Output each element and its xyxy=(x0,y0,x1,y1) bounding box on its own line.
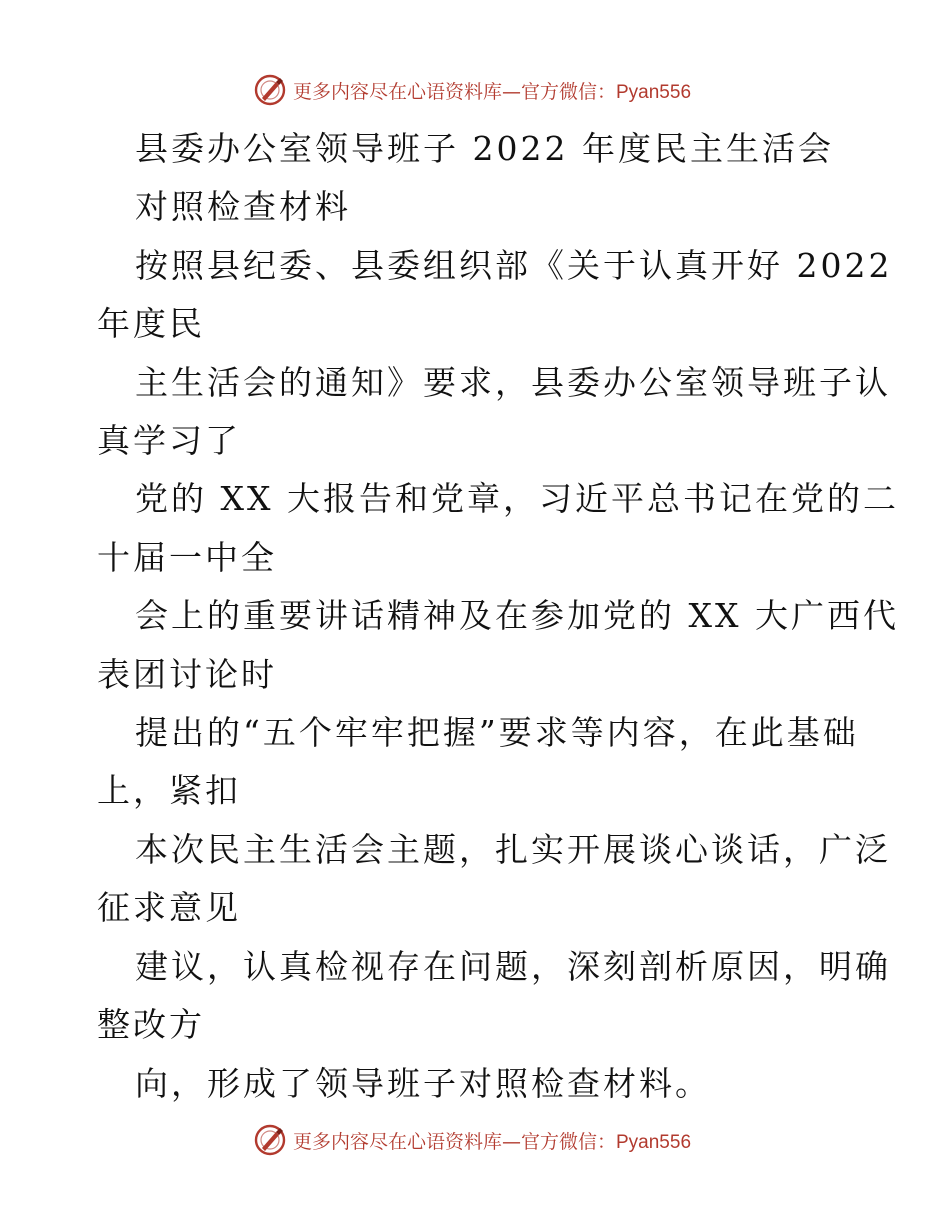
doc-paragraph-line: 按照县纪委、县委组织部《关于认真开好 2022 xyxy=(135,245,893,285)
watermark-dash: — xyxy=(501,80,521,103)
watermark-id: Pyan556 xyxy=(616,1131,692,1153)
doc-paragraph-line: 十届一中全 xyxy=(97,537,277,577)
watermark-group xyxy=(253,1123,691,1157)
doc-paragraph-line: 主生活会的通知》要求，县委办公室领导班子认 xyxy=(135,362,891,402)
doc-title-line-2: 对照检查材料 xyxy=(135,187,351,227)
watermark-text xyxy=(293,77,691,104)
watermark-id: Pyan556 xyxy=(616,81,692,103)
doc-paragraph-line: 本次民主生活会主题，扎实开展谈心谈话，广泛 xyxy=(135,829,891,869)
doc-paragraph-line: 建议，认真检视存在问题，深刻剖析原因，明确 xyxy=(135,946,891,986)
watermark-site: 更多内容尽在心语资料库 xyxy=(292,80,502,103)
footer-watermark xyxy=(0,1120,950,1160)
watermark-group xyxy=(253,73,691,107)
document-body xyxy=(97,120,899,1113)
doc-paragraph-line: 会上的重要讲话精神及在参加党的 XX 大广西代 xyxy=(135,596,899,636)
watermark-text xyxy=(293,1127,691,1154)
pen-seal-logo-icon xyxy=(253,73,287,107)
watermark-dash: — xyxy=(501,1130,521,1153)
watermark-site: 更多内容尽在心语资料库 xyxy=(292,1130,502,1153)
doc-paragraph-line: 征求意见 xyxy=(97,888,241,928)
doc-paragraph-line: 提出的“五个牢牢把握”要求等内容，在此基础 xyxy=(135,713,859,753)
doc-paragraph-line: 上，紧扣 xyxy=(97,771,241,811)
header-watermark xyxy=(0,70,950,110)
doc-paragraph-line: 真学习了 xyxy=(97,421,241,461)
watermark-label: 官方微信： xyxy=(520,80,616,103)
doc-paragraph-line: 表团讨论时 xyxy=(97,654,277,694)
doc-title-line-1: 县委办公室领导班子 2022 年度民主生活会 xyxy=(135,129,834,168)
watermark-label: 官方微信： xyxy=(520,1130,616,1153)
pen-seal-logo-icon xyxy=(253,1123,287,1157)
doc-paragraph-line: 整改方 xyxy=(97,1005,205,1045)
doc-paragraph-line: 年度民 xyxy=(97,304,205,344)
doc-paragraph-line: 党的 XX 大报告和党章，习近平总书记在党的二 xyxy=(135,479,899,519)
doc-paragraph-line: 向，形成了领导班子对照检查材料。 xyxy=(135,1063,711,1103)
